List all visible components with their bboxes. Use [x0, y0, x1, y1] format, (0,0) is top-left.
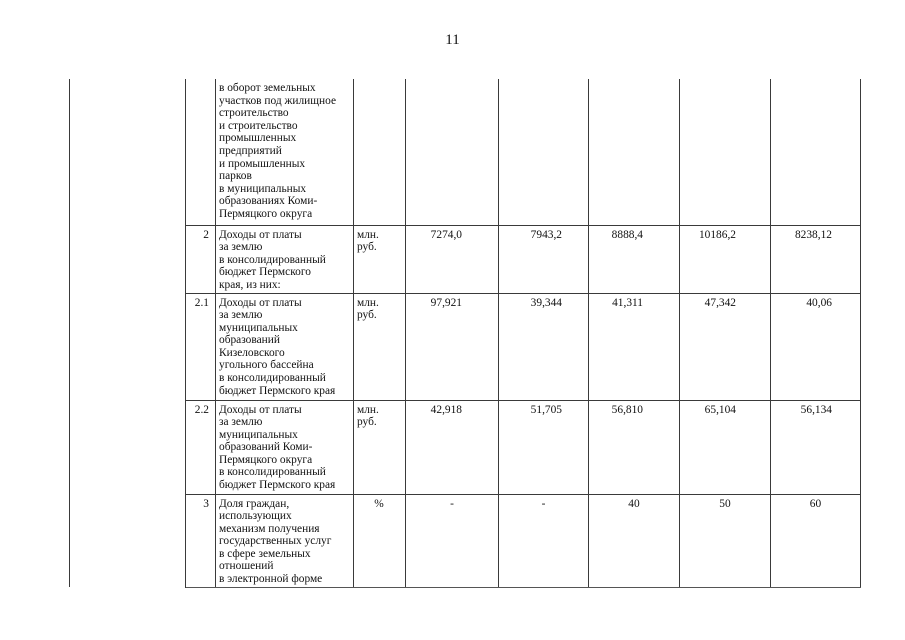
- unit-cell: [354, 293, 406, 400]
- unit-cell: [354, 494, 406, 587]
- value-cell-2: [499, 293, 589, 400]
- indicator-name-text: Доходы от платы за землю муниципальных образований Кизеловского угольного бассейна в консолидированный бюджет Пермского края: [219, 296, 336, 397]
- value-cell-2: [499, 494, 589, 587]
- value-cell-4: [680, 79, 771, 225]
- value-cell-3: [589, 494, 680, 587]
- value-text-1: -: [450, 497, 454, 510]
- unit-cell: [354, 225, 406, 293]
- row-number-text: 2: [203, 228, 209, 241]
- value-cell-1: [406, 79, 499, 225]
- value-text-2: -: [541, 497, 546, 510]
- value-cell-1: [406, 494, 499, 587]
- value-text-5: 40,06: [806, 296, 832, 309]
- value-text-3: 8888,4: [611, 228, 643, 241]
- value-text-4: 50: [719, 497, 731, 510]
- row-empty-cell: [70, 225, 186, 293]
- value-text-2: 51,705: [530, 403, 562, 416]
- value-text-1: 42,918: [430, 403, 462, 416]
- row-number-text: 2.1: [194, 296, 209, 309]
- value-text-2: 7943,2: [530, 228, 562, 241]
- value-cell-3: [589, 79, 680, 225]
- value-text-4: 10186,2: [698, 228, 736, 241]
- value-cell-4: [680, 494, 771, 587]
- indicator-name-text: Доходы от платы за землю муниципальных образований Коми- Пермяцкого округа в консолидированный бюджет Пермского края: [219, 403, 336, 492]
- indicator-name-text: в оборот земельных участков под жилищное строительство и строительство промышленных предприятий и промышленных парков в муниципальных образованиях Коми- Пермяцкого округа: [219, 82, 336, 220]
- indicator-name-cell: [216, 494, 354, 587]
- value-cell-1: [406, 293, 499, 400]
- value-text-1: 97,921: [430, 296, 462, 309]
- value-text-5: 56,134: [800, 403, 832, 416]
- table-row: [70, 494, 861, 587]
- value-text-2: 39,344: [530, 296, 562, 309]
- unit-cell: [354, 79, 406, 225]
- value-cell-3: [589, 293, 680, 400]
- value-text-3: 40: [628, 497, 640, 510]
- indicator-name-cell: [216, 293, 354, 400]
- value-text-3: 41,311: [612, 296, 643, 309]
- unit-text: млн. руб.: [357, 228, 379, 254]
- row-number-cell: [186, 400, 216, 494]
- value-cell-3: [589, 225, 680, 293]
- value-cell-1: [406, 400, 499, 494]
- row-number-cell: [186, 293, 216, 400]
- row-number-text: 2.2: [194, 403, 209, 416]
- value-cell-5: [771, 79, 861, 225]
- indicator-name-text: Доходы от платы за землю в консолидированный бюджет Пермского края, из них:: [219, 228, 326, 291]
- table-row: [70, 293, 861, 400]
- row-number-cell: [186, 494, 216, 587]
- indicator-name-cell: [216, 225, 354, 293]
- indicator-name-text: Доля граждан, использующих механизм получения государственных услуг в сфере земельных отношений в электронной форме: [219, 497, 332, 586]
- unit-text: млн. руб.: [357, 296, 379, 322]
- value-cell-2: [499, 400, 589, 494]
- indicator-name-cell: [216, 79, 354, 225]
- value-cell-2: [499, 225, 589, 293]
- value-text-5: 8238,12: [794, 228, 832, 241]
- value-text-5: 60: [809, 497, 822, 510]
- table-row: [70, 400, 861, 494]
- value-cell-1: [406, 225, 499, 293]
- row-number-text: 3: [203, 497, 209, 510]
- unit-text: %: [374, 497, 384, 510]
- table-row: [70, 79, 861, 225]
- table-row: [70, 225, 861, 293]
- indicators-table: [69, 79, 861, 588]
- value-cell-5: [771, 400, 861, 494]
- value-cell-3: [589, 400, 680, 494]
- value-cell-5: [771, 225, 861, 293]
- value-text-4: 47,342: [704, 296, 736, 309]
- row-empty-cell: [70, 79, 186, 225]
- value-cell-2: [499, 79, 589, 225]
- row-empty-cell: [70, 400, 186, 494]
- indicator-name-cell: [216, 400, 354, 494]
- value-cell-5: [771, 293, 861, 400]
- value-cell-5: [771, 494, 861, 587]
- value-text-4: 65,104: [704, 403, 736, 416]
- value-text-3: 56,810: [611, 403, 643, 416]
- row-number-cell: [186, 79, 216, 225]
- value-cell-4: [680, 400, 771, 494]
- value-cell-4: [680, 225, 771, 293]
- page-number: 11: [445, 32, 460, 48]
- unit-cell: [354, 400, 406, 494]
- value-text-1: 7274,0: [430, 228, 462, 241]
- row-number-cell: [186, 225, 216, 293]
- value-cell-4: [680, 293, 771, 400]
- unit-text: млн. руб.: [357, 403, 379, 429]
- row-empty-cell: [70, 293, 186, 400]
- row-empty-cell: [70, 494, 186, 587]
